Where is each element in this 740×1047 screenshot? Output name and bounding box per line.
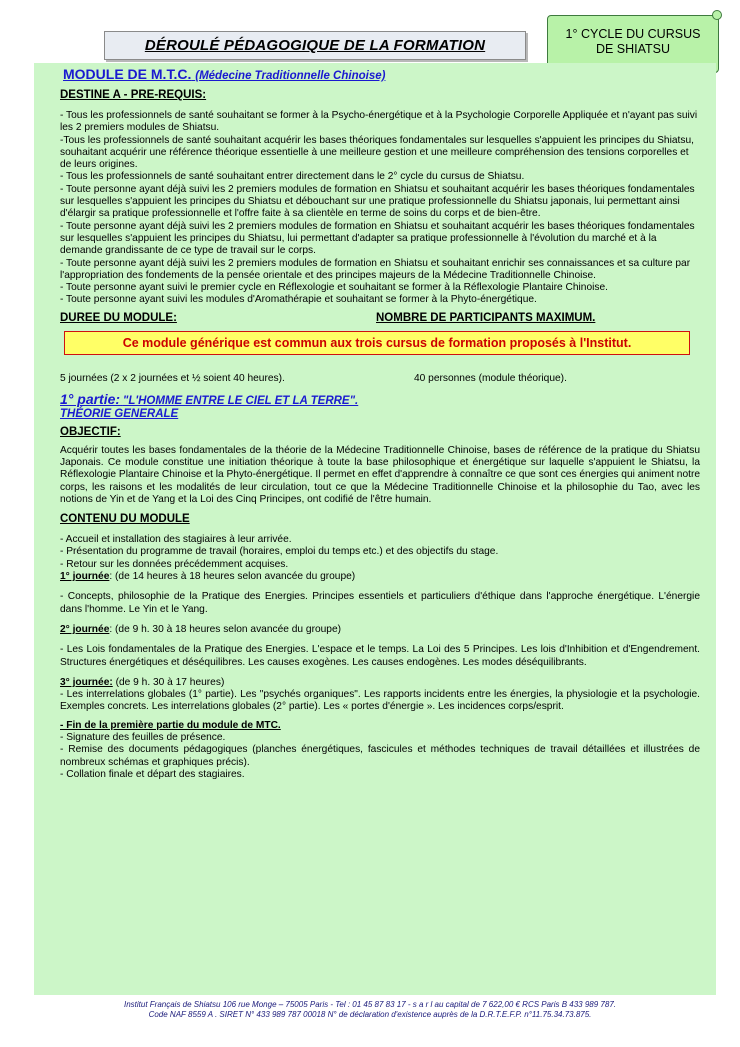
partie-subtitle: THÉORIE GENERALE bbox=[60, 408, 179, 421]
partie-number: 1° partie: bbox=[60, 391, 121, 408]
prereq-paragraph: - Tous les professionnels de santé souhaitant entrer directement dans le 2° cycle du cursus de Shiatsu. bbox=[60, 171, 525, 183]
end-item: - Signature des feuilles de présence. bbox=[60, 731, 226, 743]
participants-heading: NOMBRE DE PARTICIPANTS MAXIMUM. bbox=[376, 311, 596, 324]
objectif-heading: OBJECTIF: bbox=[60, 425, 121, 438]
day1-label: 1° journée bbox=[60, 571, 110, 583]
module-title bbox=[63, 67, 700, 84]
participants-value: 40 personnes (module théorique). bbox=[414, 372, 567, 384]
prereq-paragraph: -Tous les professionnels de santé souhaitant acquérir les bases théoriques fondamentales sur lesquelles s'appuient les principes du Shiatsu, souhaitant acquérir une référence théorique essentielle à une meilleure gestion et une meilleure compréhension des tensions corporelles et de leurs origines. bbox=[60, 134, 694, 171]
day1-line bbox=[60, 571, 700, 583]
duree-values bbox=[60, 373, 700, 385]
prereq-paragraph: - Toute personne ayant déjà suivi les 2 premiers modules de formation en Shiatsu et souhaitant acquérir les bases théoriques fondamentales sur lesquelles s'appuient les principes du Shiatsu, lui permettant d'adapter sa pratique professionnelle à l'évolution du marché et à la demande grandissante de ce type de travail sur le corps. bbox=[60, 220, 695, 257]
end-label: - Fin de la première partie du module de MTC. bbox=[60, 719, 281, 731]
day3-text: - Les interrelations globales (1° partie). Les "psychés organiques". Les rapports incidents entre les énergies, la physiologie et la psychologie. Exemples concrets. Les interrelations globales (2° partie). Les « portes d'énergie ». Les incidences corps/esprit. bbox=[60, 689, 700, 713]
day3-label: 3° journée: bbox=[60, 676, 113, 688]
contenu-intro-item: - Présentation du programme de travail (horaires, emploi du temps etc.) et des objectifs du stage. bbox=[60, 546, 499, 558]
day2-line bbox=[60, 624, 700, 636]
day1-hours: : (de 14 heures à 18 heures selon avancée du groupe) bbox=[109, 571, 356, 583]
prereq-paragraph: - Toute personne ayant déjà suivi les 2 premiers modules de formation en Shiatsu et souhaitant enrichir ses connaissances et sa culture par l'appropriation des fondements de la pensée orientale et des principes majeurs de la Médecine Traditionnelle Chinoise. bbox=[60, 257, 691, 281]
prereq-paragraph: - Toute personne ayant suivi le premier cycle en Réflexologie et souhaitant se former à la Réflexologie Plantaire Chinoise. bbox=[60, 282, 608, 294]
day2-label: 2° journée bbox=[60, 623, 110, 635]
objectif-text: Acquérir toutes les bases fondamentales de la théorie de la Médecine Traditionnelle Chinoise, bases de référence de la pratique du Shiatsu Japonais. Ce module constitue une initiation théorique à toute la base philosophique et énergétique sur laquelle s'appuient le Shiatsu, la Réflexologie Plantaire Chinoise et la Phyto-énergétique. Il permet en effet d'apprendre à connaître ce que sont ces énergies qui animent notre corps, les raisons et les modalités de leur circulation, tout ce que la Médecine Traditionnelle Chinoise et la philosophie du Tao, avec les notions de Yin et de Yang et la Loi des Cinq Principes, ont codifié de l'être humain. bbox=[60, 444, 701, 505]
module-subtitle: (Médecine Traditionnelle Chinoise) bbox=[195, 70, 386, 82]
cycle-badge-line1: 1° CYCLE DU CURSUS bbox=[565, 27, 701, 41]
duree-heading: DUREE DU MODULE: bbox=[60, 311, 177, 324]
scroll-curl-top bbox=[712, 10, 722, 20]
partie-name: "L'HOMME ENTRE LE CIEL ET LA TERRE". bbox=[122, 395, 359, 408]
day2-text: - Les Lois fondamentales de la Pratique des Energies. L'espace et le temps. La Loi des 5 Principes. Les lois d'Inhibition et d'Engendrement. Structures énergétiques et déséquilibres. Les causes exogènes. Les causes endogènes. Les modes déséquilibrants. bbox=[60, 644, 700, 668]
duree-value: 5 journées (2 x 2 journées et ½ soient 40 heures). bbox=[60, 372, 285, 384]
footer-line1: Institut Français de Shiatsu 106 rue Monge – 75005 Paris - Tel : 01 45 87 83 17 - s a r l au capital de 7 622,00 € RCS Paris B 433 989 787. bbox=[123, 1000, 616, 1009]
contenu-intro-item: - Retour sur les données précédemment acquises. bbox=[60, 558, 289, 570]
end-item: - Remise des documents pédagogiques (planches énergétiques, fascicules et méthodes techniques de travail détaillées et illustrées de nombreux schémas et graphiques précis). bbox=[60, 744, 700, 768]
end-item: - Collation finale et départ des stagiaires. bbox=[60, 768, 245, 780]
module-title-main: MODULE DE M.T.C. bbox=[63, 66, 192, 82]
notice-box: Ce module générique est commun aux trois cursus de formation proposés à l'Institut. bbox=[64, 331, 690, 355]
footer bbox=[0, 1000, 740, 1020]
prereq-paragraph: - Tous les professionnels de santé souhaitant se former à la Psycho-énergétique et à la Psychologie Corporelle Appliquée et n'ayant pas suivi les 2 premiers modules de Shiatsu. bbox=[60, 110, 698, 134]
day2-hours: : (de 9 h. 30 à 18 heures selon avancée du groupe) bbox=[109, 623, 342, 635]
partie-title bbox=[60, 393, 700, 408]
contenu-heading: CONTENU DU MODULE bbox=[60, 513, 190, 526]
cycle-badge-line2: DE SHIATSU bbox=[595, 42, 671, 56]
prereq-paragraph: - Toute personne ayant suivi les modules d'Aromathérapie et souhaitant se former à la Phyto-énergétique. bbox=[60, 294, 537, 306]
day3-hours: (de 9 h. 30 à 17 heures) bbox=[112, 676, 225, 688]
day1-text: - Concepts, philosophie de la Pratique des Energies. Principes essentiels et particuliers d'éthique dans l'approche énergétique. L'énergie dans l'homme. Le Yin et le Yang. bbox=[60, 591, 700, 615]
duree-headings bbox=[60, 311, 700, 325]
page-title: DÉROULÉ PÉDAGOGIQUE DE LA FORMATION bbox=[104, 31, 526, 60]
prereq-heading: DESTINE A - PRE-REQUIS: bbox=[60, 89, 207, 101]
day3-line bbox=[60, 677, 700, 689]
contenu-intro-item: - Accueil et installation des stagiaires à leur arrivée. bbox=[60, 534, 292, 546]
prereq-paragraph: - Toute personne ayant déjà suivi les 2 premiers modules de formation en Shiatsu et souhaitant acquérir les bases théoriques fondamentales sur lesquelles s'appuient les principes du Shiatsu et débouchant sur une pratique professionnelle du Shiatsu japonais, lui permettant ainsi d'élargir sa pratique professionnelle et l'offre faite à sa clientèle en terme de soins du corps et de bien-être. bbox=[60, 183, 695, 220]
document-body bbox=[60, 67, 700, 781]
footer-line2: Code NAF 8559 A . SIRET N° 433 989 787 00018 N° de déclaration d'existence auprès de la D.R.T.E.F.P. n°11.75.34.73.875. bbox=[148, 1010, 592, 1019]
